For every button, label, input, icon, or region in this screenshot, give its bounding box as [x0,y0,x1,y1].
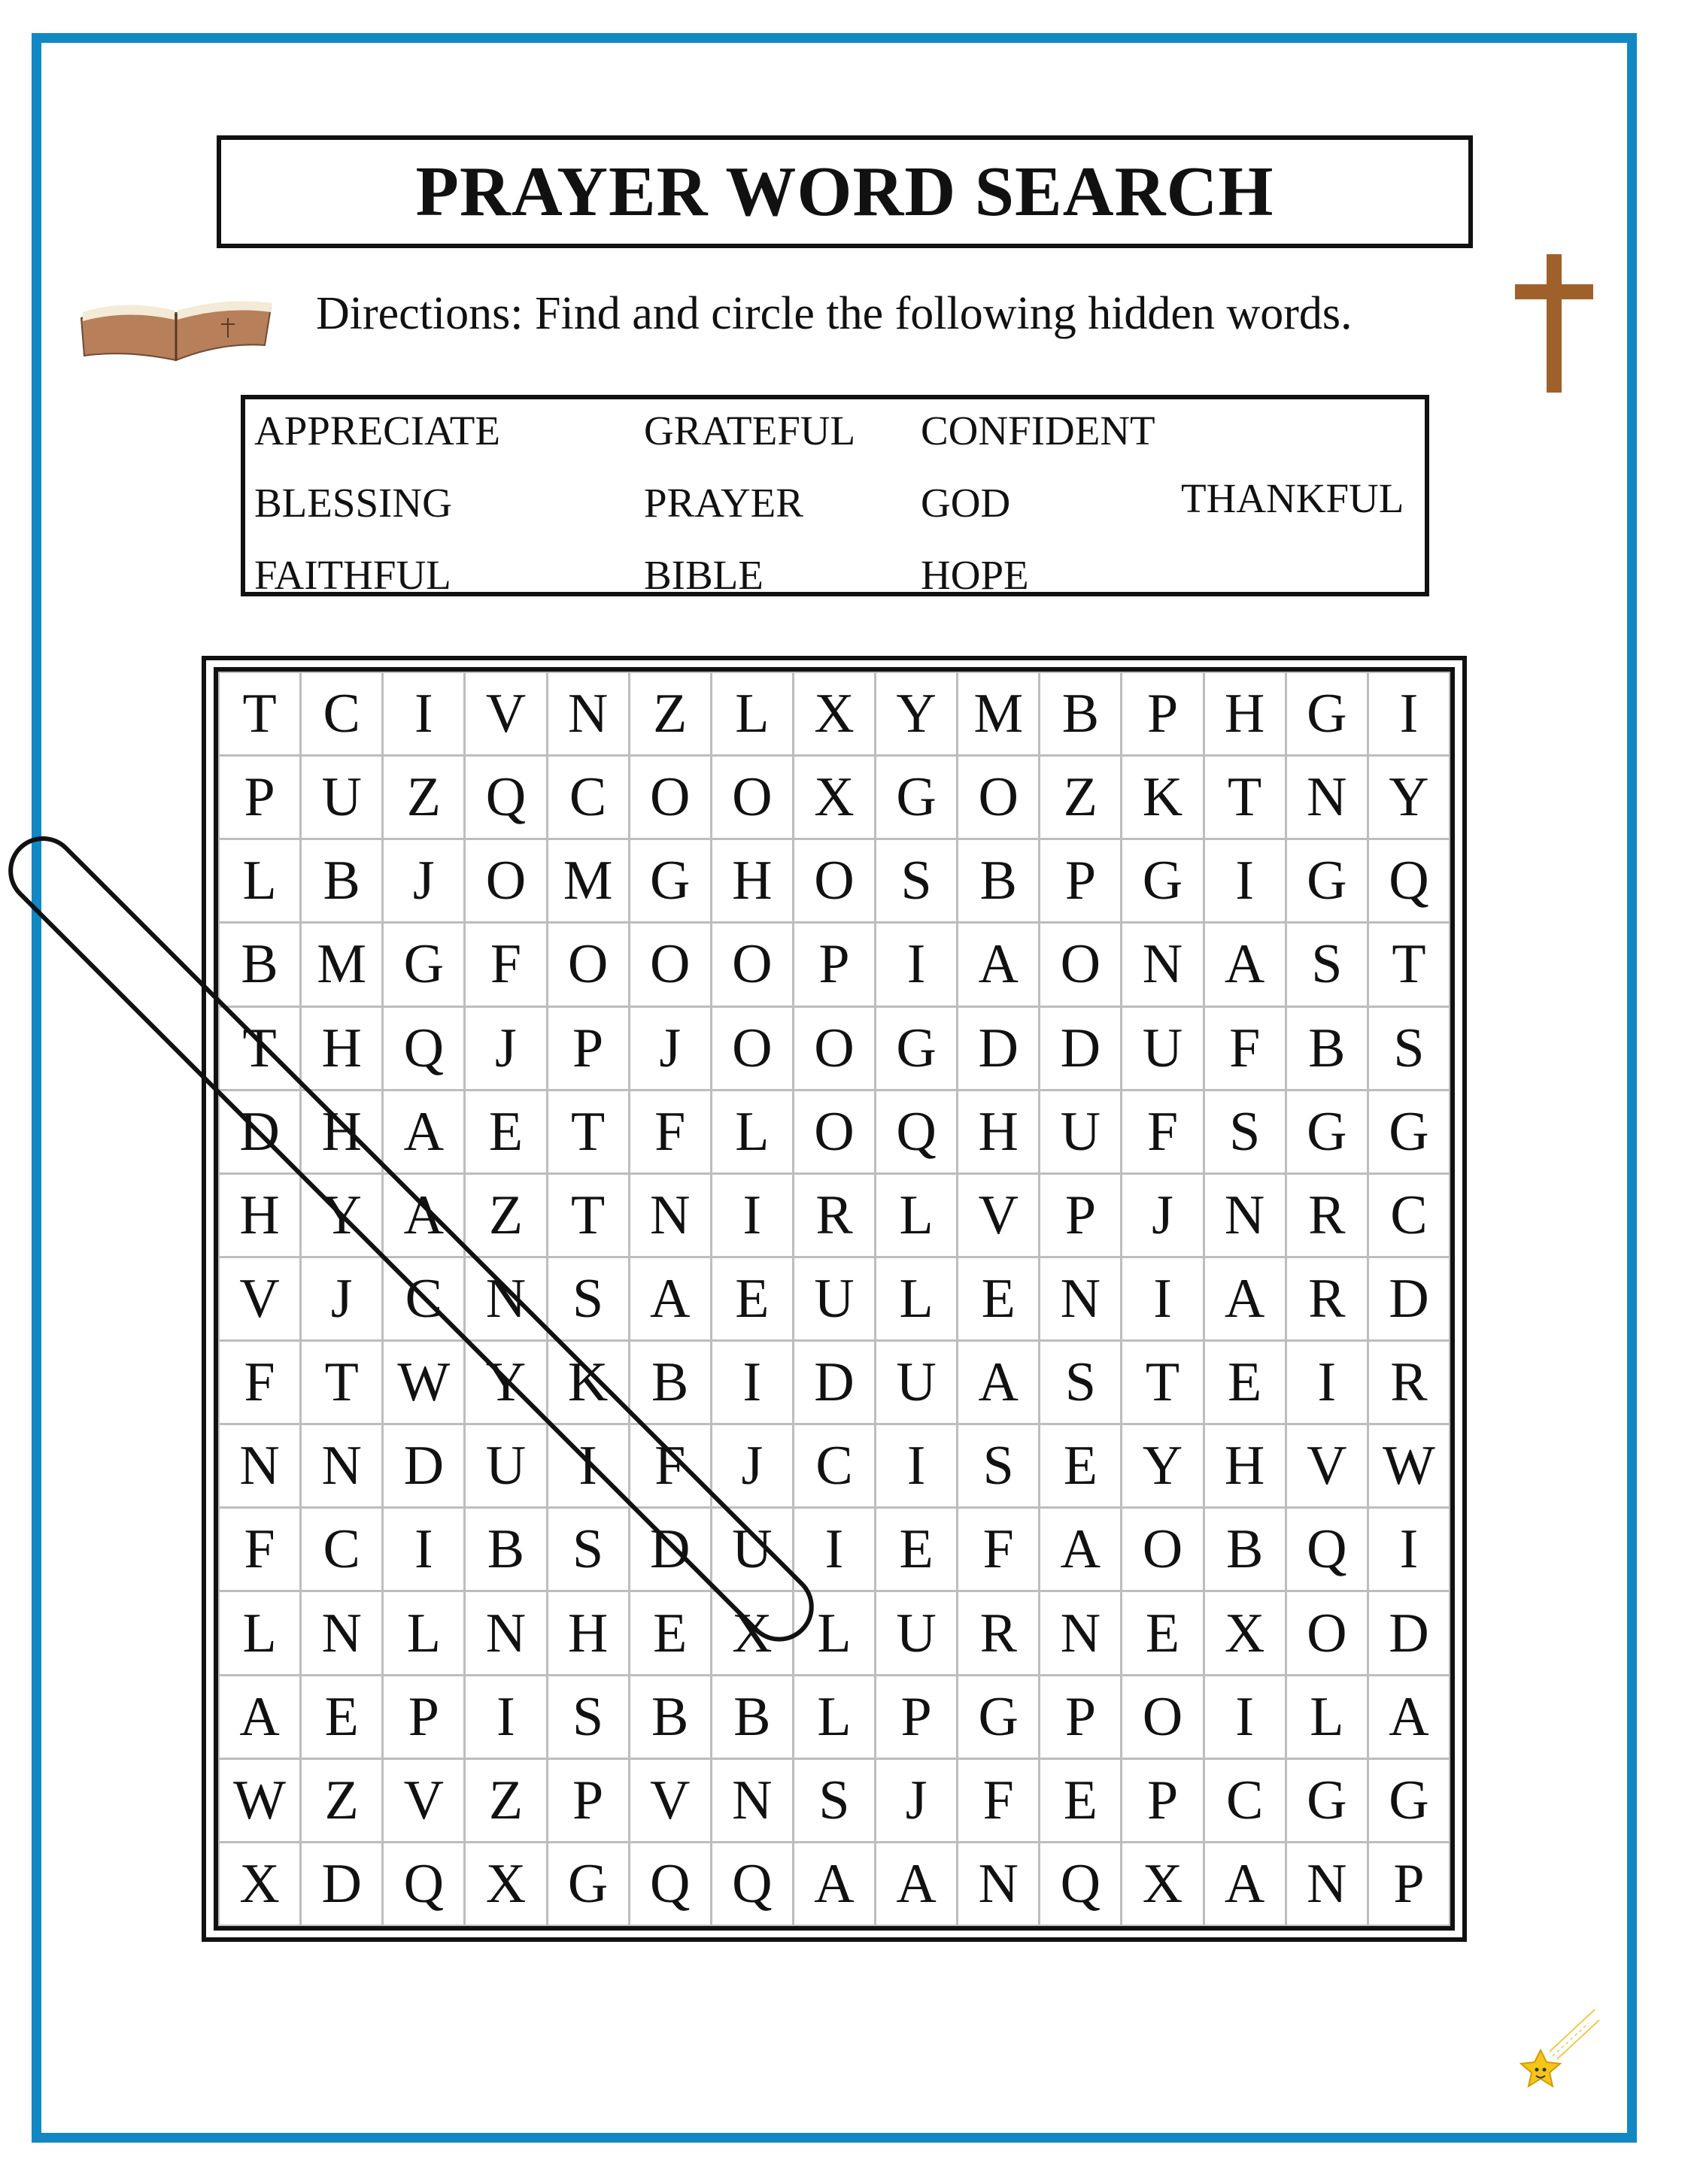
grid-cell: I [1205,1676,1285,1758]
grid-cell: J [384,840,463,921]
grid-cell: P [548,1008,628,1089]
grid-cell: B [1287,1008,1367,1089]
grid-cell: L [220,840,299,921]
grid-cell: C [302,1509,381,1590]
grid-cell: U [712,1509,792,1590]
grid-cell: E [1205,1342,1285,1423]
grid-cell: I [876,1425,956,1506]
grid-cell: Q [1369,840,1449,921]
grid-cell: G [1122,840,1202,921]
grid-cell: Q [630,1843,710,1925]
word-item: HOPE [921,552,1029,598]
grid-cell: O [712,924,792,1005]
grid-cell: E [1122,1592,1202,1673]
grid-cell: Q [384,1843,463,1925]
grid-cell: F [630,1091,710,1172]
grid-cell: X [712,1592,792,1673]
grid-cell: D [794,1342,874,1423]
grid-cell: J [712,1425,792,1506]
grid-cell: H [1205,673,1285,754]
grid-cell: A [1205,924,1285,1005]
grid-cell: Q [876,1091,956,1172]
grid-cell: X [1205,1592,1285,1673]
grid-cell: N [302,1592,381,1673]
grid-cell: Y [302,1175,381,1256]
grid-cell: X [794,673,874,754]
grid-cell: F [958,1509,1038,1590]
grid-cell: M [302,924,381,1005]
grid-cell: T [302,1342,381,1423]
grid-cell: I [384,1509,463,1590]
grid-cell: A [876,1843,956,1925]
grid-cell: Z [302,1760,381,1841]
grid-cell: P [1122,1760,1202,1841]
grid-cell: Q [384,1008,463,1089]
grid-cell: U [466,1425,545,1506]
grid-cell: A [1040,1509,1120,1590]
word-item: APPRECIATE [254,408,500,453]
grid-cell: N [466,1592,545,1673]
word-item: BIBLE [644,552,764,598]
grid-cell: E [876,1509,956,1590]
grid-cell: T [1369,924,1449,1005]
grid-cell: S [548,1258,628,1339]
grid-cell: N [1040,1258,1120,1339]
grid-cell: H [548,1592,628,1673]
grid-cell: U [876,1592,956,1673]
grid-cell: D [302,1843,381,1925]
grid-cell: G [384,924,463,1005]
grid-cell: Q [1040,1843,1120,1925]
grid-cell: F [1205,1008,1285,1089]
grid-cell: S [1205,1091,1285,1172]
grid-cell: P [548,1760,628,1841]
grid-cell: X [794,757,874,838]
grid-cell: A [1205,1258,1285,1339]
grid-cell: J [876,1760,956,1841]
grid-cell: N [630,1175,710,1256]
grid-cell: M [548,840,628,921]
grid-cell: L [712,1091,792,1172]
grid-cell: P [1040,1676,1120,1758]
grid-cell: O [1122,1509,1202,1590]
grid-cell: D [630,1509,710,1590]
grid-cell: E [1040,1425,1120,1506]
cross-icon [1515,254,1593,393]
grid-cell: U [1040,1091,1120,1172]
grid-cell: R [1287,1258,1367,1339]
grid-cell: T [1122,1342,1202,1423]
grid-cell: P [1040,1175,1120,1256]
grid-cell: L [876,1258,956,1339]
grid-cell: O [630,757,710,838]
grid-cell: Y [466,1342,545,1423]
grid-cell: G [1369,1091,1449,1172]
grid-cell: E [302,1676,381,1758]
grid-cell: O [712,1008,792,1089]
grid-cell: G [1287,1760,1367,1841]
letter-grid [214,667,1455,1931]
grid-cell: P [384,1676,463,1758]
grid-cell: G [1287,1091,1367,1172]
grid-cell: A [220,1676,299,1758]
grid-cell: P [876,1676,956,1758]
grid-cell: L [794,1676,874,1758]
grid-cell: Z [1040,757,1120,838]
grid-cell: O [1122,1676,1202,1758]
grid-cell: H [220,1175,299,1256]
grid-cell: C [302,673,381,754]
word-item: PRAYER [644,480,803,526]
grid-cell: C [794,1425,874,1506]
grid-cell: I [794,1509,874,1590]
grid-cell: Q [1287,1509,1367,1590]
grid-cell: O [712,757,792,838]
word-item: BLESSING [254,480,452,526]
grid-cell: G [1287,840,1367,921]
grid-cell: H [302,1091,381,1172]
grid-cell: R [958,1592,1038,1673]
grid-cell: T [220,1008,299,1089]
grid-cell: I [548,1425,628,1506]
grid-cell: A [630,1258,710,1339]
grid-cell: A [1369,1676,1449,1758]
grid-cell: S [548,1676,628,1758]
grid-cell: B [1205,1509,1285,1590]
grid-cell: H [1205,1425,1285,1506]
grid-cell: C [384,1258,463,1339]
grid-cell: K [548,1342,628,1423]
grid-cell: Z [466,1760,545,1841]
grid-cell: W [220,1760,299,1841]
grid-cell: W [384,1342,463,1423]
grid-cell: M [958,673,1038,754]
grid-cell: E [630,1592,710,1673]
grid-cell: A [1205,1843,1285,1925]
grid-cell: A [384,1175,463,1256]
grid-cell: B [220,924,299,1005]
grid-cell: N [466,1258,545,1339]
grid-cell: I [712,1175,792,1256]
grid-cell: O [794,1091,874,1172]
grid-cell: I [1287,1342,1367,1423]
grid-cell: G [1287,673,1367,754]
word-item: CONFIDENT [921,408,1155,453]
grid-cell: F [1122,1091,1202,1172]
grid-cell: I [466,1676,545,1758]
grid-cell: R [1287,1175,1367,1256]
grid-cell: H [302,1008,381,1089]
grid-cell: L [384,1592,463,1673]
grid-cell: N [302,1425,381,1506]
grid-cell: Y [1369,757,1449,838]
star-icon [1520,2007,1601,2088]
grid-cell: N [1287,757,1367,838]
directions-text: Directions: Find and circle the following hidden words. [316,288,1353,339]
grid-cell: S [1369,1008,1449,1089]
grid-cell: Q [712,1843,792,1925]
grid-cell: E [958,1258,1038,1339]
grid-cell: F [220,1342,299,1423]
word-item: GRATEFUL [644,408,856,453]
grid-cell: O [630,924,710,1005]
grid-cell: O [794,1008,874,1089]
grid-cell: N [1040,1592,1120,1673]
grid-cell: D [1369,1258,1449,1339]
grid-cell: R [1369,1342,1449,1423]
grid-cell: G [548,1843,628,1925]
grid-cell: Z [466,1175,545,1256]
grid-cell: E [466,1091,545,1172]
grid-cell: J [630,1008,710,1089]
grid-cell: P [1040,840,1120,921]
grid-cell: T [548,1091,628,1172]
grid-cell: H [712,840,792,921]
grid-cell: N [220,1425,299,1506]
grid-cell: Y [1122,1425,1202,1506]
grid-cell: R [794,1175,874,1256]
grid-cell: W [1369,1425,1449,1506]
grid-cell: L [1287,1676,1367,1758]
grid-cell: O [794,840,874,921]
word-item: THANKFUL [1181,475,1404,521]
grid-cell: I [1122,1258,1202,1339]
grid-cell: N [548,673,628,754]
grid-cell: X [220,1843,299,1925]
grid-cell: B [958,840,1038,921]
word-list [241,395,1429,596]
grid-cell: F [958,1760,1038,1841]
grid-cell: V [630,1760,710,1841]
grid-cell: D [958,1008,1038,1089]
grid-cell: N [958,1843,1038,1925]
grid-cell: D [1369,1592,1449,1673]
grid-cell: Z [384,757,463,838]
grid-cell: G [876,1008,956,1089]
grid-cell: S [794,1760,874,1841]
grid-cell: B [630,1676,710,1758]
grid-cell: V [958,1175,1038,1256]
grid-cell: P [1369,1843,1449,1925]
grid-cell: J [302,1258,381,1339]
grid-cell: U [1122,1008,1202,1089]
grid-cell: B [302,840,381,921]
grid-cell: I [876,924,956,1005]
grid-cell: D [1040,1008,1120,1089]
grid-cell: T [548,1175,628,1256]
grid-cell: S [548,1509,628,1590]
grid-cell: N [712,1760,792,1841]
grid-cell: V [220,1258,299,1339]
grid-cell: J [466,1008,545,1089]
grid-cell: Y [876,673,956,754]
grid-cell: S [1040,1342,1120,1423]
grid-cell: F [220,1509,299,1590]
grid-cell: G [958,1676,1038,1758]
grid-cell: X [1122,1843,1202,1925]
grid-cell: U [302,757,381,838]
title-box [217,135,1473,248]
grid-cell: C [1205,1760,1285,1841]
grid-cell: A [958,1342,1038,1423]
grid-cell: N [1287,1843,1367,1925]
grid-cell: V [466,673,545,754]
grid-cell: V [384,1760,463,1841]
open-bible-icon [74,290,278,365]
grid-cell: O [548,924,628,1005]
grid-cell: S [958,1425,1038,1506]
grid-cell: Q [466,757,545,838]
grid-cell: I [1369,1509,1449,1590]
grid-cell: I [712,1342,792,1423]
grid-cell: A [958,924,1038,1005]
grid-cell: P [1122,673,1202,754]
grid-cell: D [384,1425,463,1506]
word-item: GOD [921,480,1011,526]
grid-cell: L [794,1592,874,1673]
grid-cell: T [1205,757,1285,838]
grid-cell: C [548,757,628,838]
grid-cell: A [384,1091,463,1172]
grid-cell: U [876,1342,956,1423]
grid-cell: B [712,1676,792,1758]
grid-cell: O [466,840,545,921]
grid-cell: E [712,1258,792,1339]
grid-cell: G [1369,1760,1449,1841]
grid-cell: U [794,1258,874,1339]
grid-cell: L [220,1592,299,1673]
grid-cell: P [794,924,874,1005]
grid-cell: O [958,757,1038,838]
grid-cell: I [1369,673,1449,754]
grid-cell: D [220,1091,299,1172]
grid-cell: L [712,673,792,754]
grid-cell: N [1205,1175,1285,1256]
word-item: FAITHFUL [254,552,451,598]
grid-cell: S [1287,924,1367,1005]
grid-cell: I [384,673,463,754]
grid-cell: B [630,1342,710,1423]
grid-cell: V [1287,1425,1367,1506]
grid-cell: O [1287,1592,1367,1673]
grid-cell: B [466,1509,545,1590]
grid-cell: A [794,1843,874,1925]
grid-cell: F [466,924,545,1005]
grid-cell: H [958,1091,1038,1172]
grid-cell: Z [630,673,710,754]
grid-cell: F [630,1425,710,1506]
grid-cell: N [1122,924,1202,1005]
grid-cell: T [220,673,299,754]
grid-cell: S [876,840,956,921]
grid-cell: G [876,757,956,838]
grid-cell: X [466,1843,545,1925]
grid-cell: G [630,840,710,921]
grid-cell: I [1205,840,1285,921]
grid-cell: E [1040,1760,1120,1841]
grid-cell: B [1040,673,1120,754]
grid-cell: P [220,757,299,838]
grid-cell: J [1122,1175,1202,1256]
page-title: PRAYER WORD SEARCH [415,153,1274,231]
grid-cell: L [876,1175,956,1256]
grid-cell: K [1122,757,1202,838]
grid-cell: O [1040,924,1120,1005]
grid-cell: C [1369,1175,1449,1256]
